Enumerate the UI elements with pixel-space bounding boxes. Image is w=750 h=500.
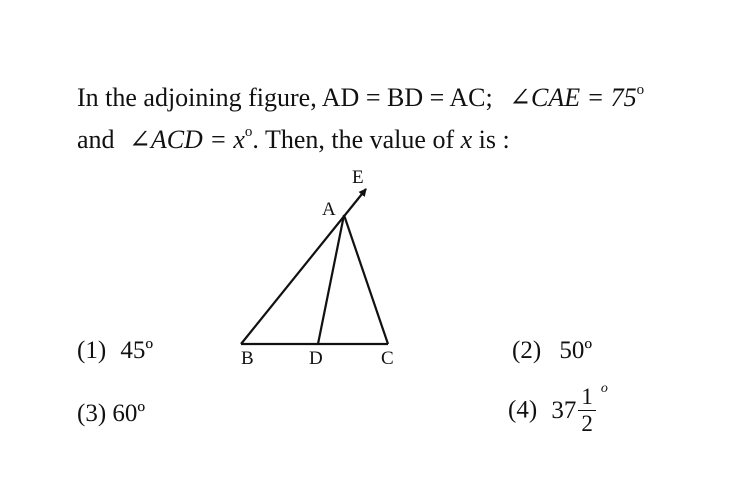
question-text-part-2: . Then, the value of: [252, 125, 455, 154]
label-d: D: [309, 348, 323, 369]
option-3[interactable]: [77, 399, 145, 429]
question-text-part-1: In the adjoining figure, AD = BD = AC;: [77, 83, 493, 112]
option-1-label: (1): [77, 337, 107, 364]
side-ac: [344, 215, 388, 344]
label-e: E: [352, 167, 364, 188]
angle-acd-expression: ∠ACD = x: [129, 125, 245, 154]
segment-ad: [318, 215, 344, 344]
ray-b-to-e: [241, 189, 366, 344]
option-3-value: 60º: [112, 400, 146, 427]
degree-superscript-2: o: [244, 124, 253, 140]
angle-cae-expression: ∠CAE = 75: [509, 83, 637, 112]
option-4[interactable]: [508, 381, 608, 437]
triangle-figure: [230, 162, 410, 377]
option-2[interactable]: [512, 336, 592, 366]
label-c: C: [381, 348, 394, 369]
option-4-fraction: [578, 381, 608, 437]
option-3-label: (3): [77, 400, 107, 427]
and-word: and: [77, 125, 115, 154]
option-4-label: (4): [508, 396, 538, 424]
option-1-value: 45º: [120, 337, 154, 364]
option-4-denominator: 2: [581, 411, 593, 436]
option-2-value: 50º: [559, 337, 593, 364]
option-1[interactable]: [77, 336, 153, 366]
option-4-numerator: 1: [578, 384, 596, 411]
label-a: A: [322, 199, 336, 220]
degree-superscript: o: [636, 82, 645, 98]
variable-x: x: [460, 125, 473, 154]
label-b: B: [241, 348, 254, 369]
option-4-degree: o: [600, 381, 608, 396]
option-4-whole: 37: [551, 396, 577, 424]
question-line-2: [77, 117, 510, 155]
question-text-part-3: is :: [478, 125, 510, 154]
question-line-1: [77, 75, 644, 113]
option-2-label: (2): [512, 337, 542, 364]
